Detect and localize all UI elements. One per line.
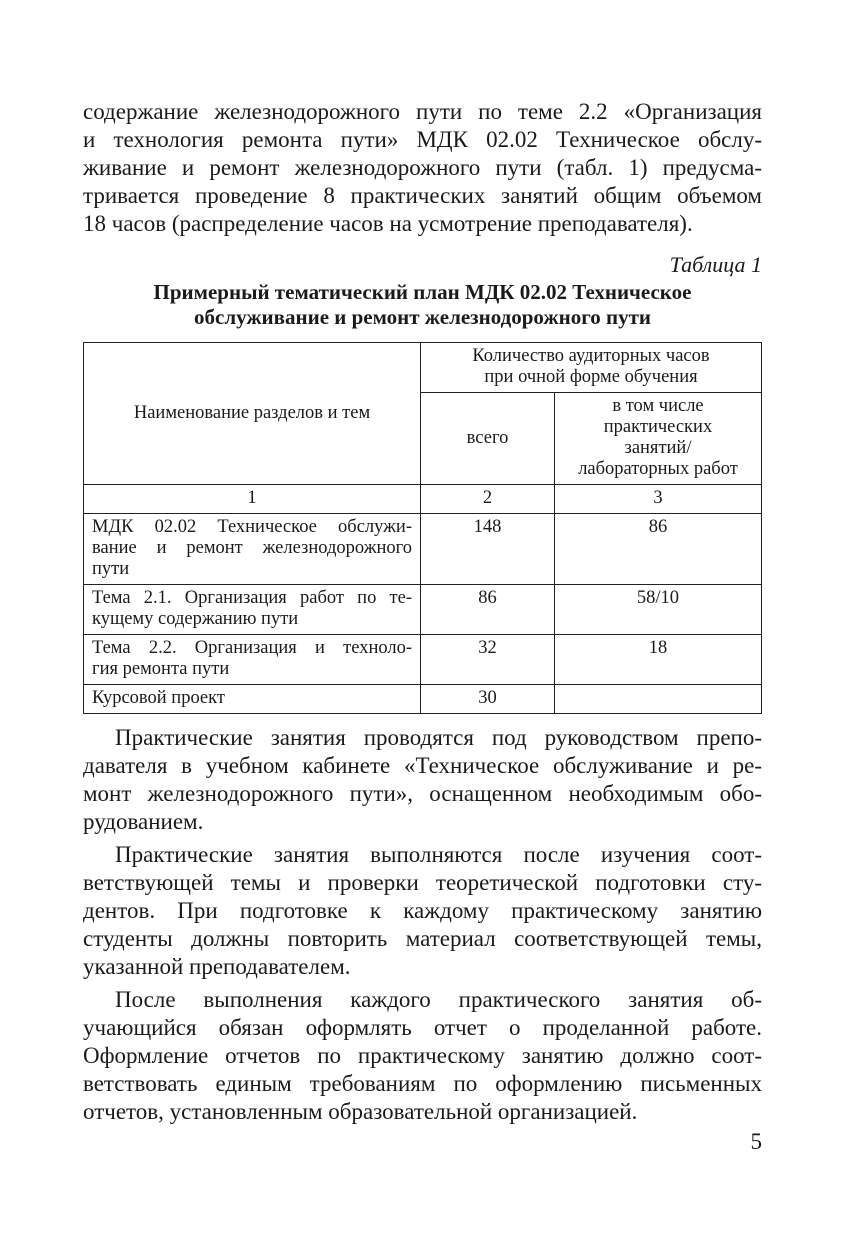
row-name-line: пути xyxy=(92,559,130,579)
text-line: дентов. При подготовке к каждому практическому занятию xyxy=(83,898,762,923)
row-name-line: Тема 2.2. Организация и техноло- xyxy=(92,638,412,658)
text-line: живание и ремонт железнодорожного пути (табл. 1) предусма- xyxy=(83,155,762,180)
column-number-cell: 2 xyxy=(421,485,555,514)
table-caption: Таблица 1 xyxy=(669,252,762,277)
text-line: учающийся обязан оформлять отчет о проделанной работе. xyxy=(83,1015,762,1040)
row-practical-cell: 18 xyxy=(555,635,762,685)
table-row xyxy=(84,585,762,635)
header-name-cell xyxy=(84,343,421,485)
header-name-label: Наименование разделов и тем xyxy=(133,402,371,423)
text-line: ветствующей темы и проверки теоретической подготовки сту- xyxy=(83,870,762,895)
text-line: Практические занятия проводятся под руководством препо- xyxy=(115,725,762,750)
paragraph xyxy=(83,841,762,981)
header-practical-cell xyxy=(555,393,762,485)
text-line: и технология ремонта пути» МДК 02.02 Техническое обслу- xyxy=(83,127,762,152)
table-title-line: обслуживание и ремонт железнодорожного пути xyxy=(194,305,651,329)
header-practical-line: лабораторных работ xyxy=(578,459,738,479)
row-name-line: вание и ремонт железнодорожного xyxy=(92,538,412,558)
row-name-cell xyxy=(84,585,421,635)
page-content xyxy=(83,98,762,1126)
text-line: тривается проведение 8 практических занятий общим объемом xyxy=(83,183,762,208)
row-practical-cell xyxy=(555,685,762,714)
column-number-cell: 1 xyxy=(84,485,421,514)
table-header-row xyxy=(84,343,762,393)
row-name-line: Курсовой проект xyxy=(92,688,225,708)
row-total-cell: 148 xyxy=(421,514,555,585)
row-name-line: гия ремонта пути xyxy=(92,659,230,679)
thematic-plan-table xyxy=(83,342,762,714)
table-title-line: Примерный тематический план МДК 02.02 Техническое xyxy=(153,280,692,304)
body-text xyxy=(83,724,762,1126)
row-name-cell xyxy=(84,514,421,585)
header-hours-line: Количество аудиторных часов xyxy=(472,346,710,366)
row-name-line: кущему содержанию пути xyxy=(92,609,299,629)
text-line: монт железнодорожного пути», оснащенном необходимым обо- xyxy=(83,781,762,806)
row-total-cell: 32 xyxy=(421,635,555,685)
text-line: студенты должны повторить материал соответствующей темы, xyxy=(83,926,762,951)
header-practical-line: в том числе xyxy=(612,396,704,416)
row-name-line: МДК 02.02 Техническое обслужи- xyxy=(92,517,412,537)
text-line: 18 часов (распределение часов на усмотрение преподавателя). xyxy=(83,211,693,236)
header-practical-line: занятий/ xyxy=(624,438,692,458)
text-line: Практические занятия выполняются после изучения соот- xyxy=(115,842,762,867)
header-total-cell xyxy=(421,393,555,485)
row-practical-cell: 58/10 xyxy=(555,585,762,635)
text-line: указанной преподавателем. xyxy=(83,954,351,979)
row-total-cell: 30 xyxy=(421,685,555,714)
text-line: давателя в учебном кабинете «Техническое обслуживание и ре- xyxy=(83,753,762,778)
header-total-label: всего xyxy=(466,427,509,448)
column-number-cell: 3 xyxy=(555,485,762,514)
table-row xyxy=(84,514,762,585)
header-hours-group-cell xyxy=(421,343,762,393)
table-title xyxy=(83,280,762,330)
row-total-cell: 86 xyxy=(421,585,555,635)
row-name-cell xyxy=(84,685,421,714)
header-practical-line: практических xyxy=(603,417,713,437)
row-name-line: Тема 2.1. Организация работ по те- xyxy=(92,588,412,608)
text-line: ветствовать единым требованиям по оформлению письменных xyxy=(83,1071,762,1096)
column-number-row xyxy=(84,485,762,514)
text-line: отчетов, установленным образовательной организацией. xyxy=(83,1099,638,1124)
row-name-cell xyxy=(84,635,421,685)
table-row xyxy=(84,635,762,685)
intro-paragraph xyxy=(83,98,762,238)
page-number: 5 xyxy=(750,1129,762,1154)
paragraph xyxy=(83,724,762,836)
table-row xyxy=(84,685,762,714)
text-line: содержание железнодорожного пути по теме 2.2 «Организация xyxy=(83,99,762,124)
row-practical-cell: 86 xyxy=(555,514,762,585)
text-line: рудованием. xyxy=(83,809,204,834)
paragraph xyxy=(83,986,762,1126)
text-line: Оформление отчетов по практическому занятию должно соот- xyxy=(83,1043,762,1068)
text-line: После выполнения каждого практического занятия об- xyxy=(115,987,762,1012)
header-hours-line: при очной форме обучения xyxy=(484,367,698,387)
